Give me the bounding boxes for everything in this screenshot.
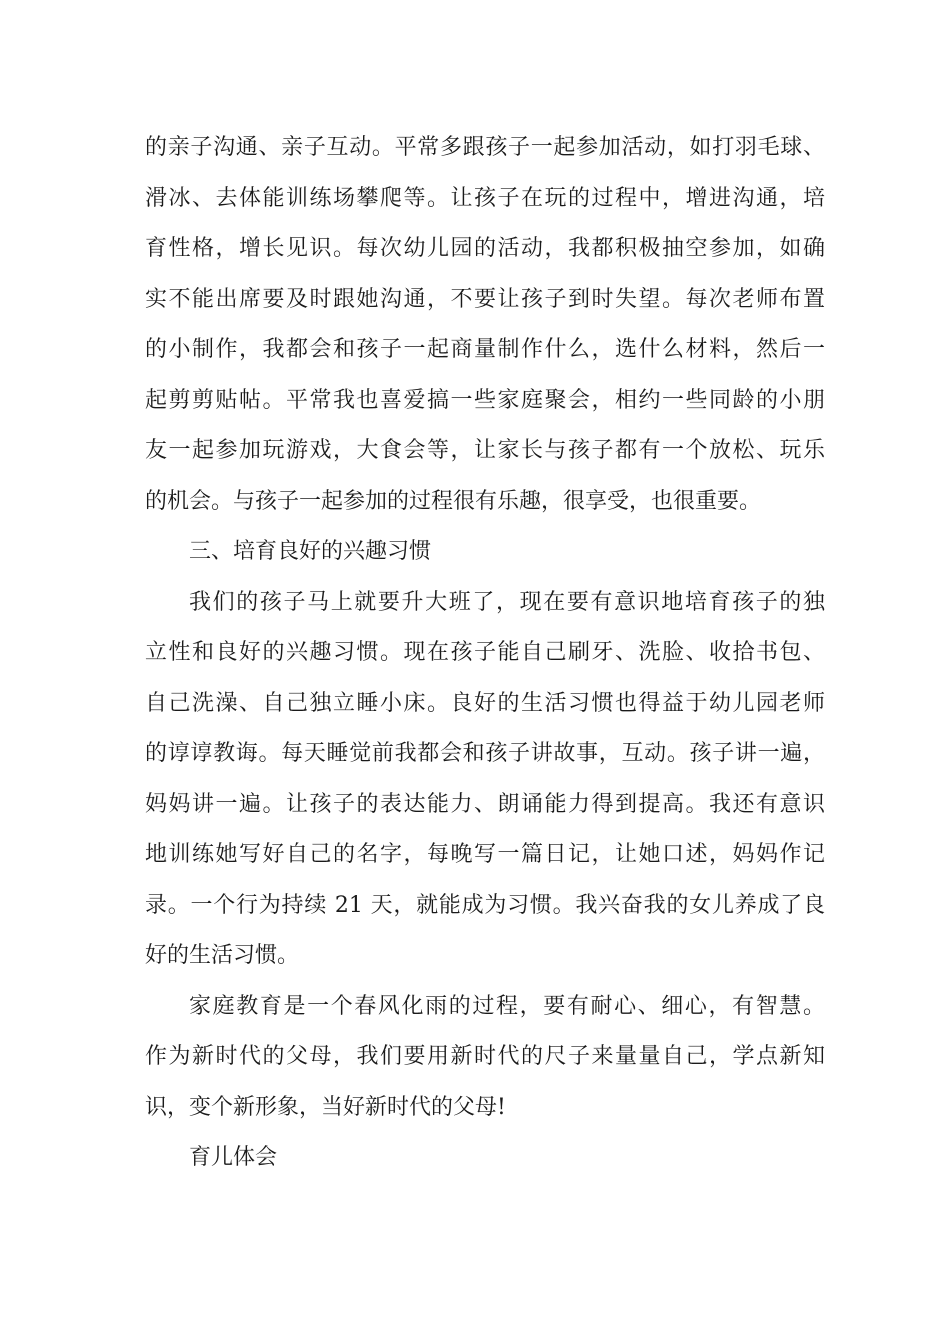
text-line: 录。一个行为持续 21 天，就能成为习惯。我兴奋我的女儿养成了良: [145, 892, 825, 918]
text-line: 作为新时代的父母，我们要用新时代的尺子来量量自己，学点新知: [145, 1044, 825, 1069]
paragraph-end-line: 识，变个新形象，当好新时代的父母!: [145, 1094, 506, 1120]
text-line: 实不能出席要及时跟她沟通，不要让孩子到时失望。每次老师布置: [145, 286, 825, 312]
text-line: 育性格，增长见识。每次幼儿园的活动，我都积极抽空参加，如确: [145, 236, 825, 261]
document-body: [145, 123, 825, 1184]
text-line: 妈妈讲一遍。让孩子的表达能力、朗诵能力得到提高。我还有意识: [145, 791, 825, 817]
paragraph-start-line: 我们的孩子马上就要升大班了，现在要有意识地培育孩子的独: [189, 589, 825, 615]
text-line: 友一起参加玩游戏，大食会等，让家长与孩子都有一个放松、玩乐: [145, 438, 825, 463]
text-line: 滑冰、去体能训练场攀爬等。让孩子在玩的过程中，增进沟通，培: [145, 185, 825, 211]
paragraph-end-line: 好的生活习惯。: [145, 943, 300, 968]
paragraph-end-line: 的机会。与孩子一起参加的过程很有乐趣，很享受，也很重要。: [145, 488, 762, 514]
text-line: 的小制作，我都会和孩子一起商量制作什么，选什么材料，然后一: [145, 337, 825, 362]
text-line: 起剪剪贴帖。平常我也喜爱搞一些家庭聚会，相约一些同龄的小朋: [145, 387, 825, 413]
text-line: 的亲子沟通、亲子互动。平常多跟孩子一起参加活动，如打羽毛球、: [145, 135, 825, 160]
text-line: 自己洗澡、自己独立睡小床。良好的生活习惯也得益于幼儿园老师: [145, 690, 825, 716]
text-line: 立性和良好的兴趣习惯。现在孩子能自己刷牙、洗脸、收拾书包、: [145, 640, 825, 665]
text-line: 的谆谆教诲。每天睡觉前我都会和孩子讲故事，互动。孩子讲一遍，: [145, 741, 825, 766]
paragraph-start-line: 家庭教育是一个春风化雨的过程，要有耐心、细心，有智慧。: [189, 993, 825, 1019]
section-heading: 育儿体会: [189, 1145, 278, 1170]
section-heading: 三、培育良好的兴趣习惯: [189, 539, 432, 564]
text-line: 地训练她写好自己的名字，每晚写一篇日记，让她口述，妈妈作记: [145, 842, 825, 867]
